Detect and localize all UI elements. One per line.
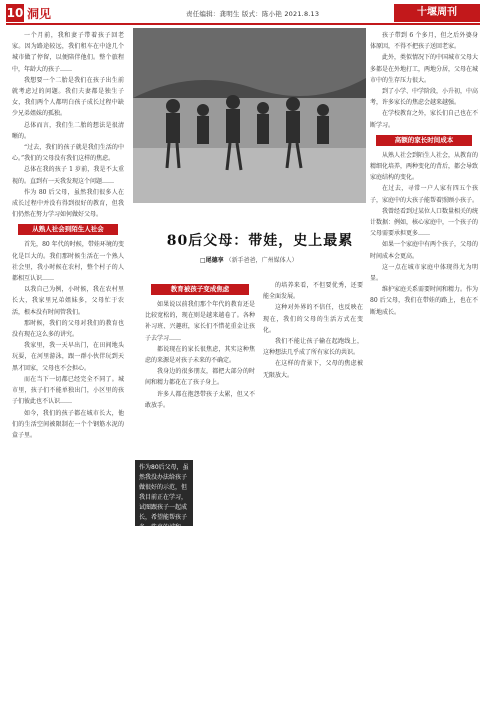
subheading: 从熟人社会到陌生人社会 [18, 224, 118, 235]
paragraph: 如果一个家庭中有两个孩子，父母的时间成本会更高。 [370, 241, 478, 260]
paragraph: 在学校教育之外，家长们自己也在不断学习。 [370, 110, 478, 129]
paragraph: 如今，我们的孩子都在城市长大，他们的生活空间被限制在一个个钢筋水泥的盒子里。 [12, 409, 124, 439]
children-photo-icon [133, 28, 366, 203]
paragraph: 我家里，我一天早出门，在田间地头玩耍，在河里游泳，跟一群小伙伴玩到天黑才回家，父母也不会担心。 [12, 342, 124, 372]
paragraph: 我身边的很多朋友，都把大部分的时间和精力都花在了孩子身上。 [145, 368, 255, 387]
paragraph: 许多人都在抱怨带孩子太累，但又不敢放手。 [145, 390, 255, 409]
paragraph: 我们不能让孩子输在起跑线上，这种想法几乎成了所有家长的共识。 [263, 338, 363, 357]
paragraph: 一个月前，我和妻子带着孩子回老家。因为路途较远，我们租车在中途几个城市做了停留，以便陪伴他们。整个旅程中，年龄大的孩子…… [12, 32, 124, 73]
author-source: （新手爸爸，广州媒体人） [225, 257, 298, 264]
paragraph: 这一点在城市家庭中体现得尤为明显。 [370, 263, 478, 283]
subheading: 教育被孩子变成焦虑 [151, 284, 249, 295]
paragraph: 以我自己为例，小时候，我在农村里长大，我家里兄弟姐妹多，父母忙于农活，根本没有时间管我们。 [12, 286, 124, 316]
paragraph: 如果说以前我们那个年代的教育还是比较宽松的，现在则是越来越卷了。各种补习班、兴趣班，家长们不惜花重金让孩子去学习…… [145, 301, 255, 342]
paragraph: 而在当下一切都已经完全不同了。城市里，孩子们不能单独出门，小区里的孩子们彼此也不认识…… [12, 375, 124, 406]
paragraph: 我曾经看到过某位人口数量相关的统计数据：例如，核心家庭中，一个孩子的父母需要承担更多…… [370, 207, 478, 238]
paragraph: 都说现在的家长很焦虑，其实这种焦虑的来源是对孩子未来的不确定。 [145, 345, 255, 365]
masthead-brand: 十堰周刊 [394, 4, 480, 22]
article-photo [133, 28, 366, 203]
paragraph: 那时候，我们的父母对我们的教育也没有现在这么多的讲究。 [12, 319, 124, 339]
paragraph: 维护家庭关系需要时间和精力。作为 80 后父母，我们在带娃的路上，也在不断地成长。 [370, 286, 478, 316]
paragraph: 到了小学、中学阶段，小升初，中高考，许多家长的焦虑会越来越强。 [370, 88, 478, 107]
paragraph: 总体而言，我们生二胎的想法是很清晰的。 [12, 121, 124, 140]
paragraph: 首先，80 年代的时候，带娃环境的变化是巨大的。我们那时候生活在一个熟人社会里，我小时候在农村，整个村子的人都相互认识…… [12, 241, 124, 283]
author-name: □尾德享 [200, 257, 224, 264]
paragraph: 在过去，寻常一户人家有四五个孩子，家庭中的大孩子能帮着照顾小孩子。 [370, 185, 478, 204]
paragraph: 此外，类似情况下的中国城市父母大多都是在外地打工，两地分居，父母在城市中的生存压力很大。 [370, 54, 478, 84]
page-number: 10 [6, 6, 24, 20]
editor-meta: 责任编辑：龚明生 版式：陈小艳 2021.8.13 [186, 10, 320, 18]
paragraph: 从熟人社会到陌生人社会，从教育的精细化培养，两种变化的背后，都会导致家庭结构的变化。 [370, 151, 478, 182]
paragraph: 的培养来看，不但要优秀，还要能全面发展。 [263, 282, 363, 301]
paragraph: 作为 80 后父母，虽然我们很多人在成长过程中并没有得到很好的教育，但我们仍然在努力学习如何做好父母。 [12, 188, 124, 219]
article-column-1 [12, 30, 124, 698]
paragraph: 在这样的背景下，父母的焦虑被无限放大。 [263, 360, 363, 379]
page-header [6, 4, 480, 22]
subheading: 高额的家长时间成本 [376, 135, 472, 146]
paragraph: 总体在我的孩子 1 岁前，我是不太重视的。直到有一天我发现这个问题…… [12, 166, 124, 185]
article-column-4 [370, 30, 478, 698]
paragraph: 我想要一个二胎是我们在孩子出生前就考虑过的问题。我们夫妻都是独生子女，我们两个人都明白孩子成长过程中缺少兄弟姐妹的孤独。 [12, 76, 124, 118]
section-title: 洞见 [27, 7, 52, 21]
paragraph: 孩子带到 6 个多月，但之后外婆身体原因，不得不把孩子送回老家。 [370, 32, 478, 51]
pull-quote: 作为80后父母，虽然我没办法给孩子做很好的示范，但我目前正在学习，试图跟孩子一起成长，希望能帮孩子多一些真的诚和信。 [135, 460, 193, 526]
header-rule [6, 23, 480, 25]
article-column-3 [263, 280, 363, 698]
paragraph: 这种对外界的不信任，也反映在现在，我们的父母的生活方式在变化。 [263, 304, 363, 334]
paragraph: “过去，我们的孩子就是我们生活的中心。”我们的父母没有我们这样的焦虑。 [12, 144, 124, 163]
article-title: 80后父母：带娃，史上最累 [166, 233, 354, 249]
byline [200, 255, 298, 264]
